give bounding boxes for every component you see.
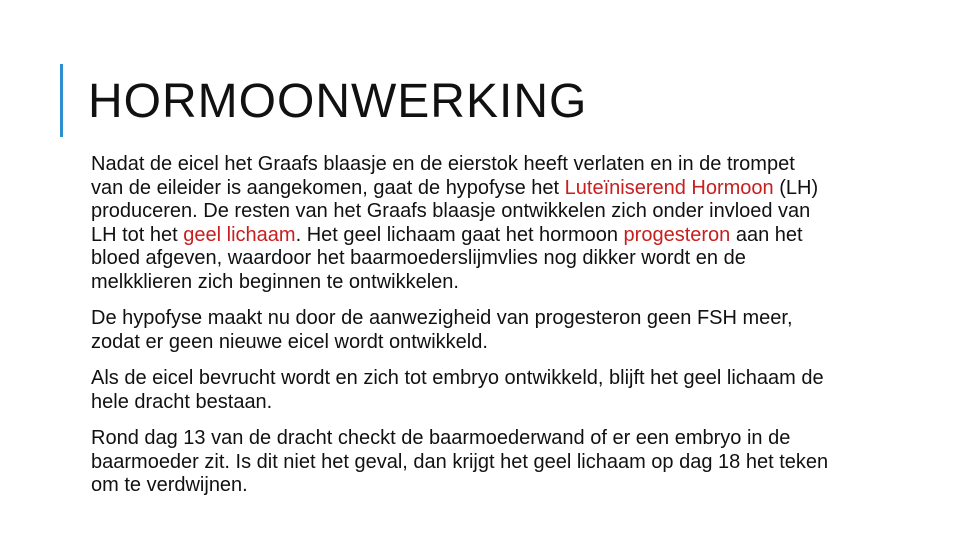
paragraph-day-13: Rond dag 13 van de dracht checkt de baarmoederwand of er een embryo in de baarmoeder zit. Is dit niet het geval, dan krijgt het geel lichaam op dag 18 het teken om te verdwijnen. <box>91 427 829 496</box>
paragraph-text: (LH) produceren. De resten van het Graafs blaasje ontwikkelen zich onder invloed van LH tot het <box>91 176 819 246</box>
highlight-luteiniserend-hormoon: Luteïniserend Hormoon <box>564 176 774 199</box>
paragraph-text: Nadat de eicel het Graafs blaasje en de eierstok heeft verlaten en in de trompet van de eileider is aangekomen, gaat de hypofyse het <box>91 153 795 199</box>
paragraph-fertilization: Als de eicel bevrucht wordt en zich tot embryo ontwikkeld, blijft het geel lichaam de hele dracht bestaan. <box>91 367 824 413</box>
paragraph-text: aan het bloed afgeven, waardoor het baarmoederslijmvlies nog dikker wordt en de melkklieren zich beginnen te ontwikkelen. <box>91 223 803 293</box>
slide-body <box>91 153 831 511</box>
paragraph-text: . Het geel lichaam gaat het hormoon <box>295 223 624 246</box>
paragraph-fsh: De hypofyse maakt nu door de aanwezigheid van progesteron geen FSH meer, zodat er geen nieuwe eicel wordt ontwikkeld. <box>91 307 793 353</box>
paragraph-lh-production <box>91 153 831 294</box>
highlight-progesteron: progesteron <box>623 223 731 246</box>
highlight-geel-lichaam: geel lichaam <box>183 223 296 246</box>
slide-title: HORMOONWERKING <box>88 75 588 128</box>
title-accent-bar <box>60 64 63 137</box>
